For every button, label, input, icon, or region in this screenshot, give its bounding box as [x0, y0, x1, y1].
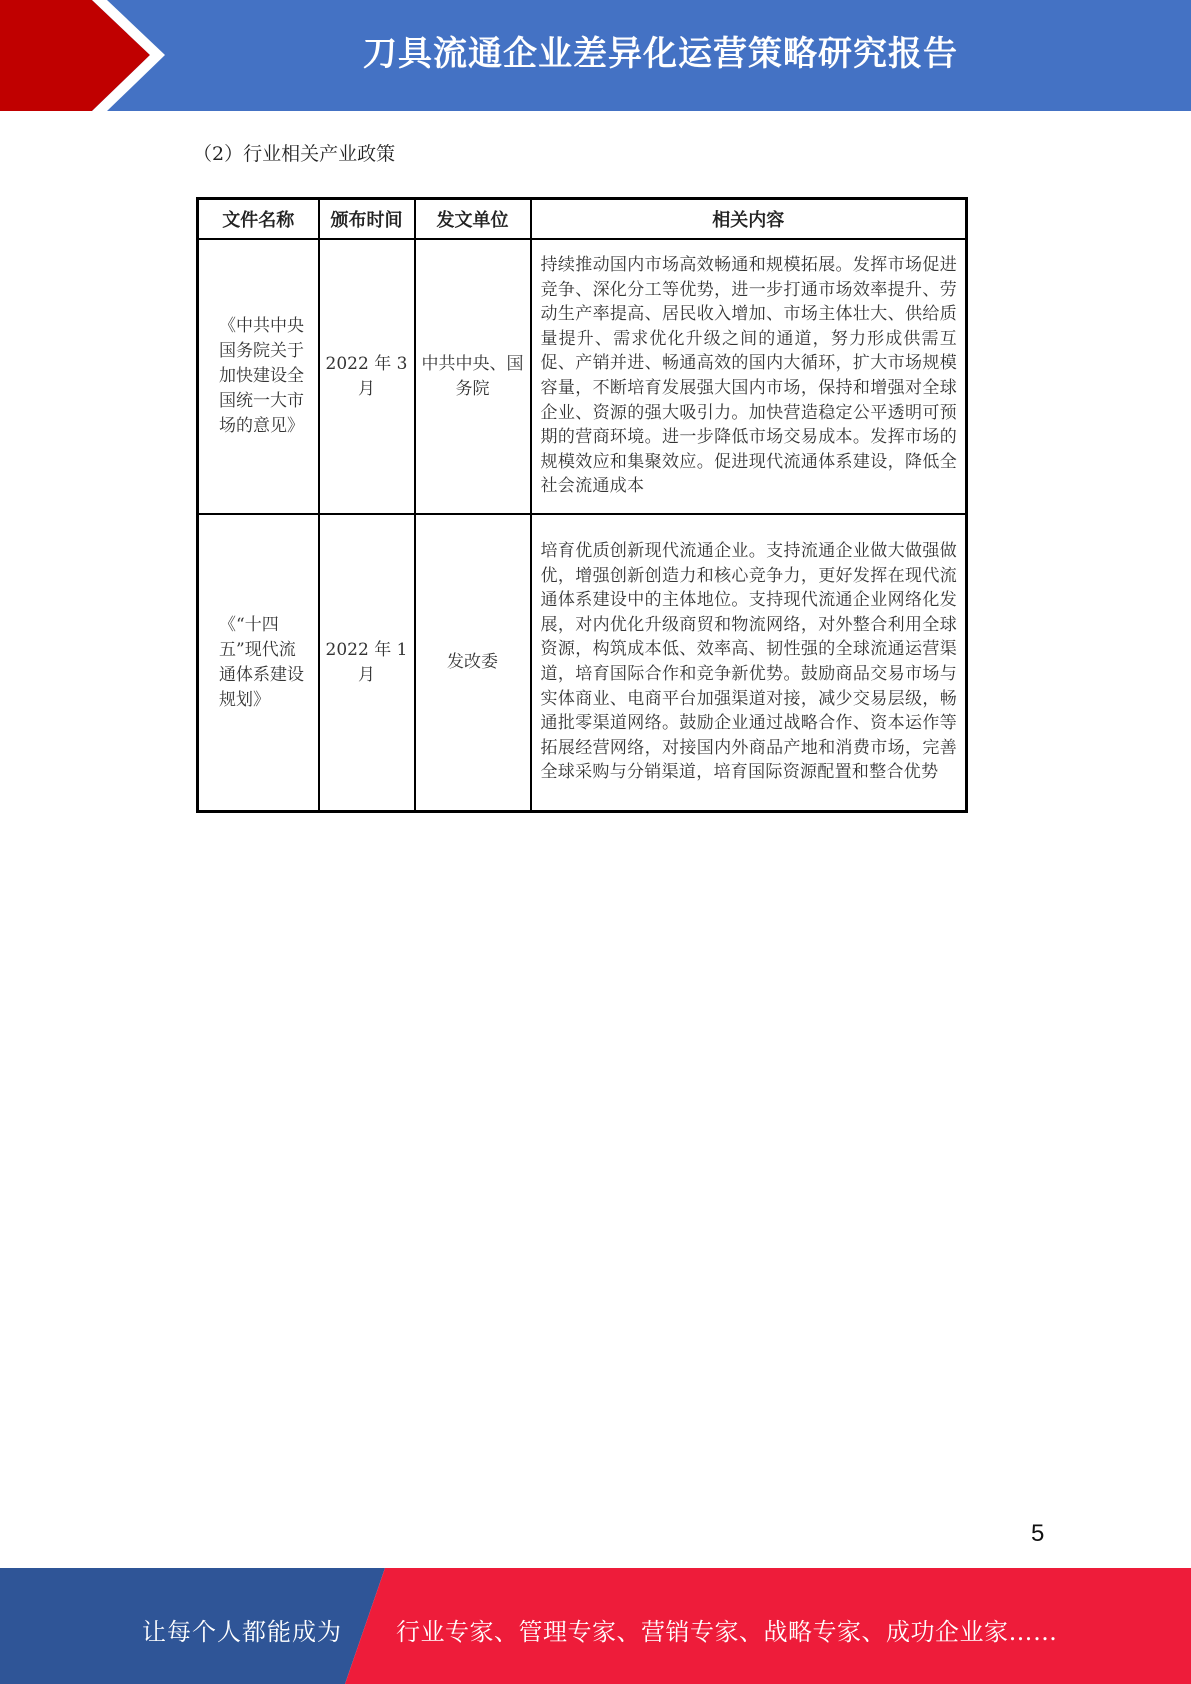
section-heading: （2）行业相关产业政策	[193, 143, 396, 165]
issuing-unit-cell: 发改委	[415, 514, 531, 812]
document-name-cell: 《“十四五”现代流通体系建设规划》	[198, 514, 319, 812]
policy-table	[196, 197, 968, 813]
issue-date-cell: 2022 年 1 月	[319, 514, 415, 812]
table-header-row	[198, 199, 967, 240]
issue-date-cell: 2022 年 3 月	[319, 239, 415, 514]
report-title: 刀具流通企业差异化运营策略研究报告	[363, 34, 958, 74]
document-name-cell: 《中共中央国务院关于加快建设全国统一大市场的意见》	[198, 239, 319, 514]
related-content-cell: 培育优质创新现代流通企业。支持流通企业做大做强做优，增强创新创造力和核心竞争力，更好发挥在现代流通体系建设中的主体地位。支持现代流通企业网络化发展，对内优化升级商贸和物流网络，对外整合利用全球资源，构筑成本低、效率高、韧性强的全球流通运营渠道，培育国际合作和竞争新优势。鼓励商品交易市场与实体商业、电商平台加强渠道对接，减少交易层级，畅通批零渠道网络。鼓励企业通过战略合作、资本运作等拓展经营网络，对接国内外商品产地和消费市场，完善全球采购与分销渠道，培育国际资源配置和整合优势	[531, 514, 967, 812]
footer-slogan-right: 行业专家、管理专家、营销专家、战略专家、成功企业家……	[396, 1618, 1058, 1646]
page-header	[0, 0, 1191, 111]
table-row	[198, 239, 967, 514]
header-related-content: 相关内容	[531, 199, 967, 240]
footer-slogan-left: 让每个人都能成为	[142, 1618, 342, 1646]
page-number: 5	[1031, 1520, 1045, 1547]
header-issuing-unit: 发文单位	[415, 199, 531, 240]
issuing-unit-cell: 中共中央、国务院	[415, 239, 531, 514]
page-footer	[0, 1568, 1191, 1684]
table-row	[198, 514, 967, 812]
related-content-cell: 持续推动国内市场高效畅通和规模拓展。发挥市场促进竞争、深化分工等优势，进一步打通市场效率提升、劳动生产率提高、居民收入增加、市场主体壮大、供给质量提升、需求优化升级之间的通道，努力形成供需互促、产销并进、畅通高效的国内大循环，扩大市场规模容量，不断培育发展强大国内市场，保持和增强对全球企业、资源的强大吸引力。加快营造稳定公平透明可预期的营商环境。进一步降低市场交易成本。发挥市场的规模效应和集聚效应。促进现代流通体系建设，降低全社会流通成本	[531, 239, 967, 514]
header-document-name: 文件名称	[198, 199, 319, 240]
header-issue-date: 颁布时间	[319, 199, 415, 240]
